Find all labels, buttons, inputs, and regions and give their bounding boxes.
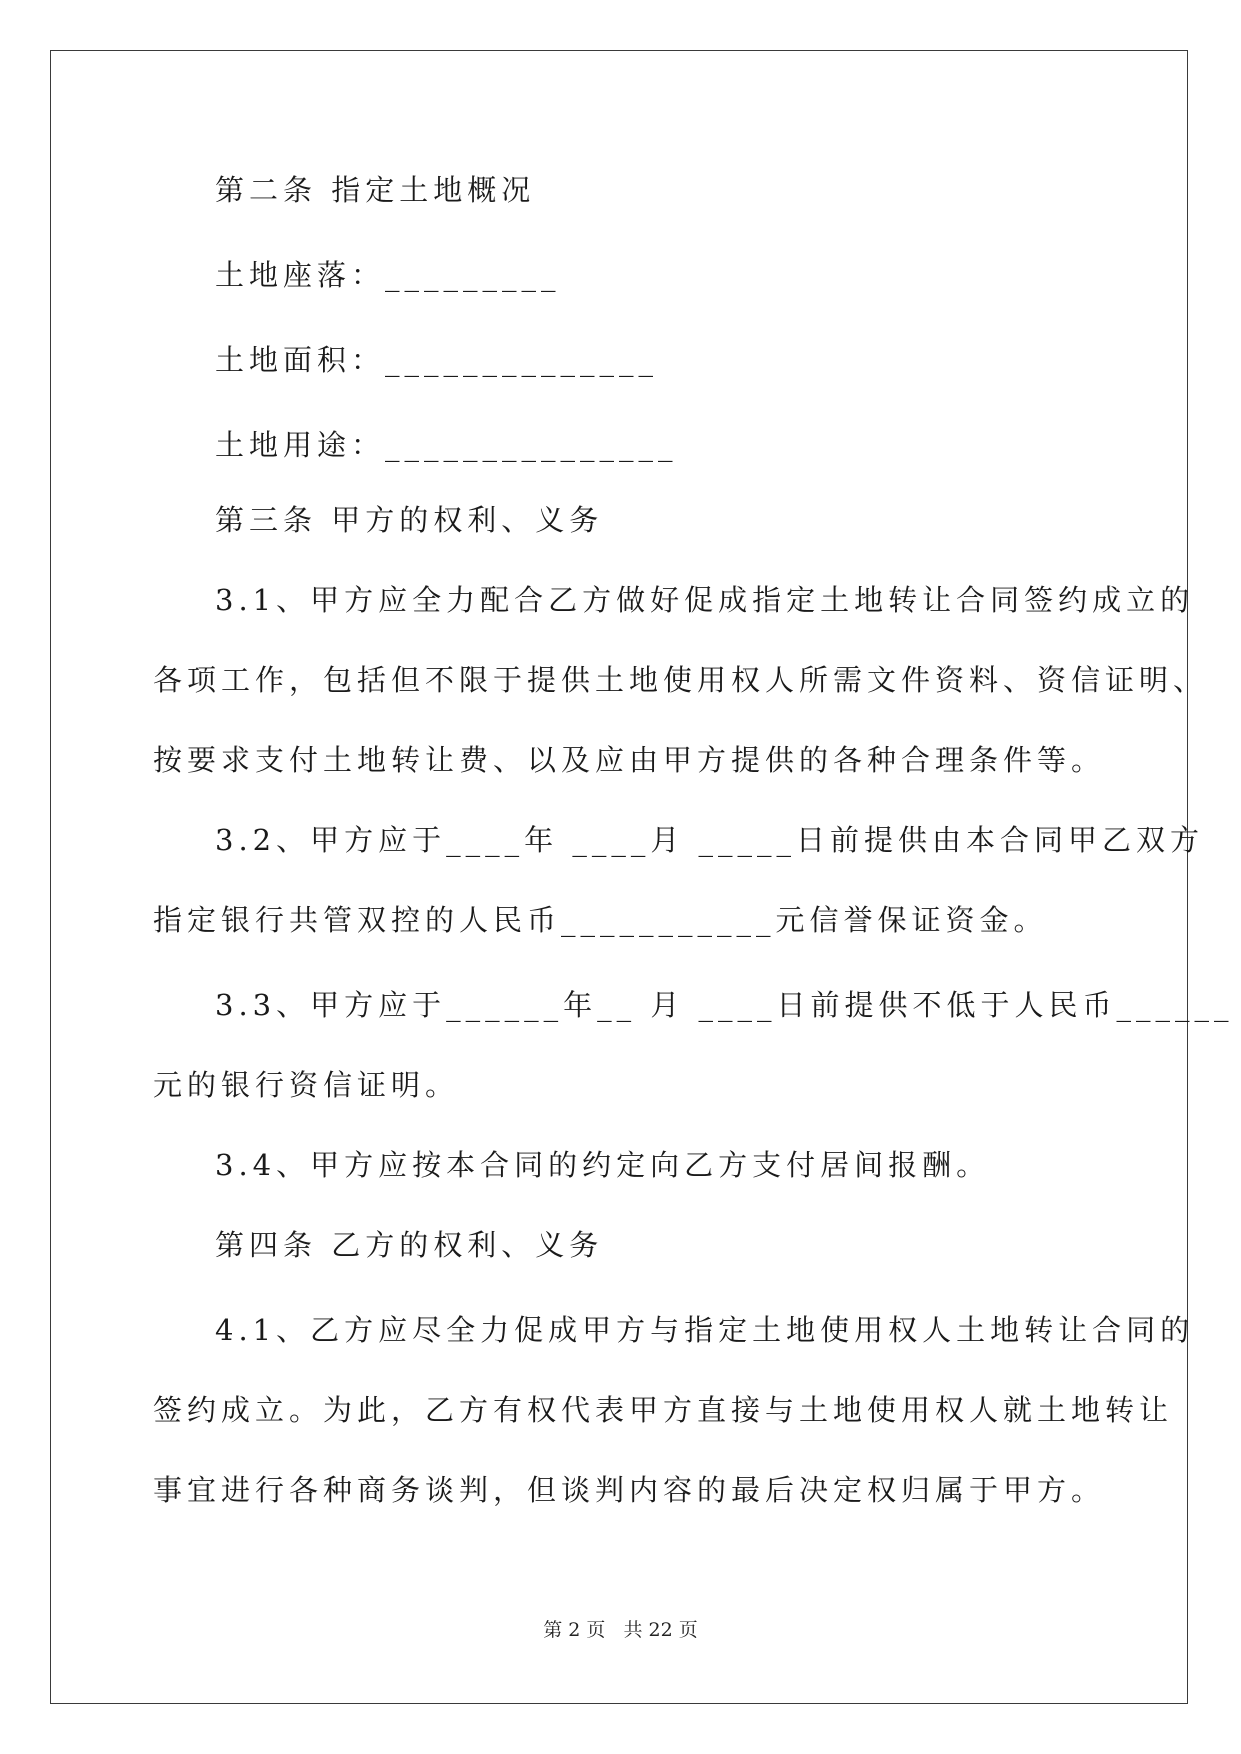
page-total: 共 22 页 [623, 1619, 698, 1641]
clause-3-2-line-1: 3.2、甲方应于____年 ____月 _____日前提供由本合同甲乙双方 [215, 823, 1205, 857]
clause-3-4: 3.4、甲方应按本合同的约定向乙方支付居间报酬。 [215, 1148, 991, 1182]
land-location-field: 土地座落：_________ [215, 258, 561, 292]
clause-4-1-line-3: 事宜进行各种商务谈判，但谈判内容的最后决定权归属于甲方。 [153, 1473, 1106, 1507]
clause-4-1-line-2: 签约成立。为此，乙方有权代表甲方直接与土地使用权人就土地转让 [153, 1393, 1174, 1427]
clause-3-1-line-2: 各项工作，包括但不限于提供土地使用权人所需文件资料、资信证明、 [153, 663, 1208, 697]
clause-3-3-line-1: 3.3、甲方应于______年__ 月 ____日前提供不低于人民币______ [215, 988, 1234, 1022]
page-footer [0, 1615, 1241, 1642]
page-number: 第 2 页 [543, 1619, 606, 1641]
page-border [50, 50, 1188, 1704]
clause-3-2-line-2: 指定银行共管双控的人民币___________元信誉保证资金。 [153, 903, 1048, 937]
land-use-field: 土地用途：_______________ [215, 428, 678, 462]
clause-3-1-line-1: 3.1、甲方应全力配合乙方做好促成指定土地转让合同签约成立的 [215, 583, 1195, 617]
land-area-field: 土地面积：______________ [215, 343, 659, 377]
clause-3-3-line-2: 元的银行资信证明。 [153, 1068, 460, 1102]
clause-4-1-line-1: 4.1、乙方应尽全力促成甲方与指定土地使用权人土地转让合同的 [215, 1313, 1195, 1347]
section-heading-3: 第三条 甲方的权利、义务 [215, 503, 604, 537]
section-heading-4: 第四条 乙方的权利、义务 [215, 1228, 604, 1262]
section-heading-2: 第二条 指定土地概况 [215, 173, 536, 207]
clause-3-1-line-3: 按要求支付土地转让费、以及应由甲方提供的各种合理条件等。 [153, 743, 1106, 777]
